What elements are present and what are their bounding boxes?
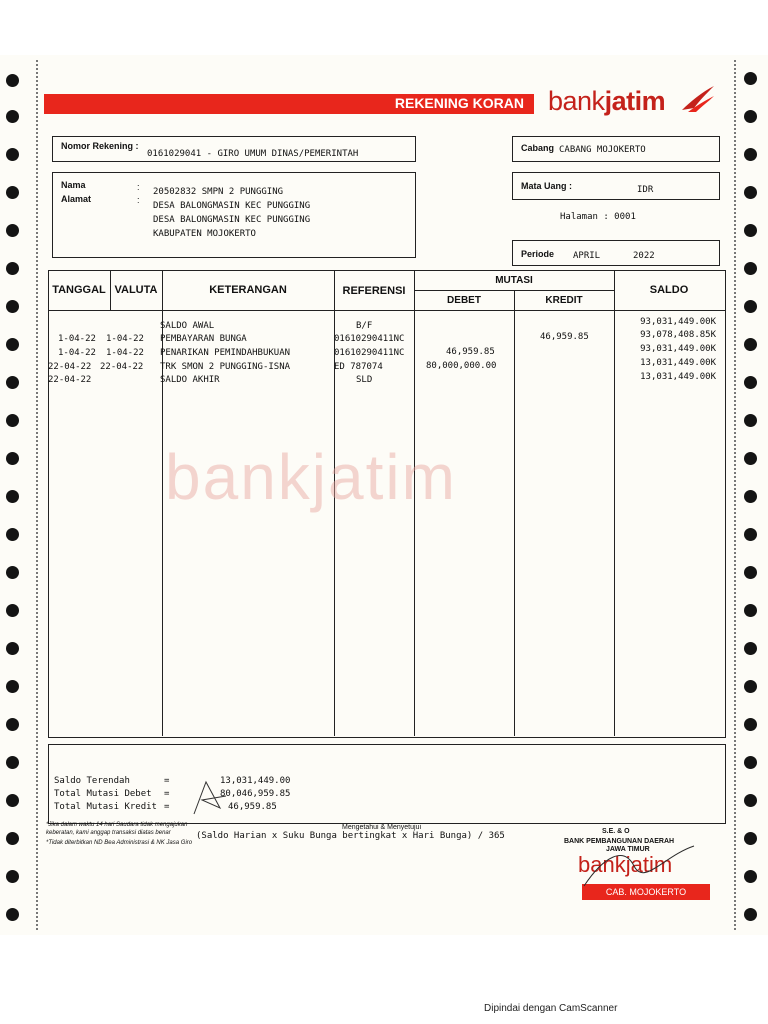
address-line: KABUPATEN MOJOKERTO xyxy=(153,229,256,239)
address-label: Alamat xyxy=(61,194,92,204)
cell-tanggal: 22-04-22 xyxy=(48,375,92,385)
cell-valuta: 1-04-22 xyxy=(106,334,144,344)
cell-tanggal: 22-04-22 xyxy=(48,362,92,372)
table-header-divider xyxy=(48,310,725,311)
eq-sign: = xyxy=(164,776,170,786)
column-divider xyxy=(514,290,515,736)
note-line: *Tidak diterbitkan ND Bea Administrasi & NK Jasa Giro xyxy=(46,840,193,846)
cell-keterangan: PEMBAYARAN BUNGA xyxy=(160,334,247,344)
customer-box xyxy=(52,172,416,258)
name-label: Nama xyxy=(61,180,86,190)
saldo-terendah-label: Saldo Terendah xyxy=(54,776,130,786)
account-number-label: Nomor Rekening : xyxy=(61,141,139,151)
eq-sign: = xyxy=(164,802,170,812)
total-debet-label: Total Mutasi Debet xyxy=(54,789,152,799)
note-line: keberatan, kami anggap transaksi diatas benar xyxy=(46,830,171,836)
cell-referensi: 01610290411NC xyxy=(334,348,405,358)
cell-referensi: ED 787074 xyxy=(334,362,383,372)
account-number-value: 0161029041 - GIRO UMUM DINAS/PEMERINTAH xyxy=(147,149,359,159)
left-feed-holes xyxy=(6,60,20,930)
total-kredit-label: Total Mutasi Kredit xyxy=(54,802,157,812)
col-header-referensi: REFERENSI xyxy=(342,285,406,297)
handwritten-signature xyxy=(574,836,704,896)
bank-logo: bankjatim xyxy=(548,86,666,116)
name-colon: : xyxy=(137,182,140,192)
bankjatim-watermark: bankjatim xyxy=(165,441,457,513)
summary-box xyxy=(48,744,726,824)
col-header-kredit: KREDIT xyxy=(545,295,583,306)
right-feed-holes xyxy=(744,60,758,930)
interest-formula: (Saldo Harian x Suku Bunga bertingkat x Hari Bunga) / 365 xyxy=(196,831,505,841)
total-kredit-value: 46,959.85 xyxy=(228,802,277,812)
col-header-debet: DEBET xyxy=(447,295,481,306)
col-header-mutasi: MUTASI xyxy=(495,275,533,286)
customer-name: 20502832 SMPN 2 PUNGGING xyxy=(153,187,284,197)
cell-saldo: 13,031,449.00K xyxy=(640,372,716,382)
cell-saldo: 13,031,449.00K xyxy=(640,358,716,368)
col-header-keterangan: KETERANGAN xyxy=(209,284,287,296)
period-month: APRIL xyxy=(573,251,601,261)
left-perforation xyxy=(36,60,38,930)
cell-valuta: 22-04-22 xyxy=(100,362,144,372)
cell-kredit: 46,959.85 xyxy=(540,332,589,342)
statement-title-bar xyxy=(44,94,534,114)
se-label: S.E. & O xyxy=(602,828,630,835)
cell-saldo: 93,078,408.85K xyxy=(640,330,716,340)
initial-signature xyxy=(190,778,230,818)
bank-wing-icon xyxy=(680,84,716,114)
camscanner-footer: Dipindai dengan CamScanner xyxy=(484,1003,618,1014)
cell-debet: 46,959.85 xyxy=(446,347,495,357)
col-header-valuta: VALUTA xyxy=(114,284,158,296)
total-debet-value: 80,046,959.85 xyxy=(220,789,291,799)
col-header-saldo: SALDO xyxy=(649,284,689,296)
cell-keterangan: SALDO AWAL xyxy=(160,321,215,331)
right-perforation xyxy=(734,60,736,930)
cell-referensi: 01610290411NC xyxy=(334,334,405,344)
cell-valuta: 1-04-22 xyxy=(106,348,144,358)
approval-label: Mengetahui & Menyetujui xyxy=(342,824,421,831)
col-header-tanggal: TANGGAL xyxy=(52,284,106,296)
account-number-box xyxy=(52,136,416,162)
cell-debet: 80,000,000.00 xyxy=(426,361,497,371)
address-line: DESA BALONGMASIN KEC PUNGGING xyxy=(153,215,311,225)
bank-name: BANK PEMBANGUNAN DAERAH xyxy=(564,838,675,845)
cell-referensi: B/F xyxy=(356,321,373,331)
period-label: Periode xyxy=(521,249,555,259)
cell-keterangan: SALDO AKHIR xyxy=(160,375,220,385)
bank-region: JAWA TIMUR xyxy=(606,846,650,853)
currency-value: IDR xyxy=(637,185,654,195)
period-year: 2022 xyxy=(633,251,655,261)
currency-box xyxy=(512,172,720,200)
branch-label: Cabang xyxy=(521,143,555,153)
page-number: Halaman : 0001 xyxy=(560,212,636,222)
address-line: DESA BALONGMASIN KEC PUNGGING xyxy=(153,201,311,211)
statement-title: REKENING KORAN xyxy=(394,95,524,111)
cell-keterangan: TRK SMON 2 PUNGGING-ISNA xyxy=(160,362,291,372)
cell-keterangan: PENARIKAN PEMINDAHBUKUAN xyxy=(160,348,291,358)
eq-sign: = xyxy=(164,789,170,799)
period-box xyxy=(512,240,720,266)
saldo-terendah-value: 13,031,449.00 xyxy=(220,776,291,786)
note-line: *Jika dalam waktu 14 hari Saudara tidak mengajukan xyxy=(46,822,188,828)
cell-tanggal: 1-04-22 xyxy=(58,348,96,358)
cell-saldo: 93,031,449.00K xyxy=(640,317,716,327)
address-colon: : xyxy=(137,195,140,205)
stamp-logo: bankjatim xyxy=(578,852,673,877)
cell-saldo: 93,031,449.00K xyxy=(640,344,716,354)
branch-value: CABANG MOJOKERTO xyxy=(559,145,646,155)
cell-tanggal: 1-04-22 xyxy=(58,334,96,344)
stamp-branch: CAB. MOJOKERTO xyxy=(605,887,687,897)
currency-label: Mata Uang : xyxy=(521,181,573,191)
column-divider xyxy=(614,270,615,736)
cell-referensi: SLD xyxy=(356,375,373,385)
branch-box xyxy=(512,136,720,162)
